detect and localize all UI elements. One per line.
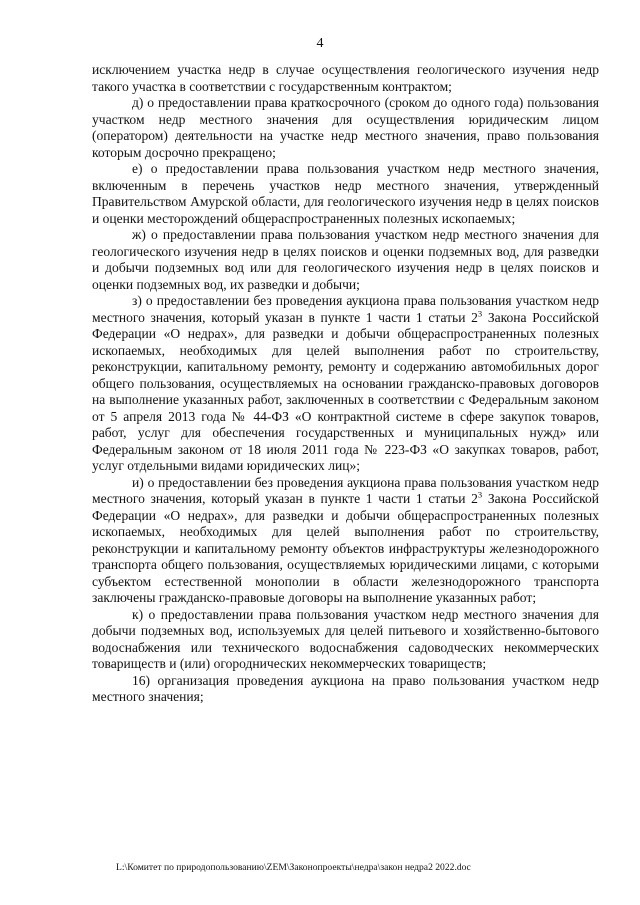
- paragraph-z: [92, 293, 599, 475]
- footer-file-path: L:\Комитет по природопользованию\ZEM\Законопроекты\недра\закон недра2 2022.doc: [116, 862, 471, 873]
- paragraph-16: 16) организация проведения аукциона на право пользования участком недр местного значения;: [92, 672, 599, 704]
- paragraph-continuation: исключением участка недр в случае осуществления геологического изучения недр такого участка в соответствии с государственным контрактом;: [92, 62, 599, 94]
- paragraph-z-text-1: з) о предоставлении без проведения аукциона права пользования участком недр местного значения, который указан в пункте 1 части 1 статьи 2: [92, 293, 599, 325]
- paragraph-zh: ж) о предоставлении права пользования участком недр местного значения для геологического изучения недр в целях поисков и оценки подземных вод, для разведки и добычи подземных вод или для геологического изучения недр в целях поисков и оценки подземных вод, их разведки и добычи;: [92, 227, 599, 292]
- document-body: [92, 62, 599, 706]
- paragraph-i: [92, 475, 599, 607]
- paragraph-z-text-2: Закона Российской Федерации «О недрах», для разведки и добычи общераспространенных полезных ископаемых, необходимых для целей выполнения работ по строительству, реконструкции, капитальному ремонту, ремонту и содержанию автомобильных дорог общего пользования, осуществляемых на основании гражданско-правовых договоров на выполнение указанных работ, заключенных в соответствии с Федеральным законом от 5 апреля 2013 года № 44-ФЗ «О контрактной системе в сфере закупок товаров, работ, услуг для обеспечения государственных и муниципальных нужд» или Федеральным законом от 18 июля 2011 года № 223-ФЗ «О закупках товаров, работ, услуг отдельными видами юридических лиц»;: [92, 309, 599, 473]
- paragraph-z-superscript: 3: [477, 307, 483, 318]
- page-number: 4: [316, 36, 324, 51]
- paragraph-i-text-1: и) о предоставлении без проведения аукциона права пользования участком недр местного значения, который указан в пункте 1 части 1 статьи 2: [92, 474, 599, 506]
- paragraph-k: к) о предоставлении права пользования участком недр местного значения для добычи подземных вод, используемых для целей питьевого и хозяйственно-бытового водоснабжения или технического водоснабжения садоводческих некоммерческих товариществ и (или) огороднических некоммерческих товариществ;: [92, 606, 599, 671]
- paragraph-i-text-2: Закона Российской Федерации «О недрах», для разведки и добычи общераспространенных полезных ископаемых, необходимых для целей выполнения работ по строительству, реконструкции и капитальному ремонту объектов инфраструктуры железнодорожного транспорта общего пользования, осуществляемых юридическими лицами, с которыми субъектом естественной монополии в области железнодорожного транспорта заключены гражданско-правовые договоры на выполнение указанных работ;: [92, 491, 599, 605]
- paragraph-i-superscript: 3: [477, 489, 483, 500]
- paragraph-d: д) о предоставлении права краткосрочного (сроком до одного года) пользования участком недр местного значения для осуществления юридическим лицом (оператором) деятельности на участке недр местного значения, право пользования которым досрочно прекращено;: [92, 95, 599, 160]
- paragraph-e: е) о предоставлении права пользования участком недр местного значения, включенным в перечень участков недр местного значения, утвержденный Правительством Амурской области, для геологического изучения недр в целях поисков и оценки месторождений общераспространенных полезных ископаемых;: [92, 161, 599, 226]
